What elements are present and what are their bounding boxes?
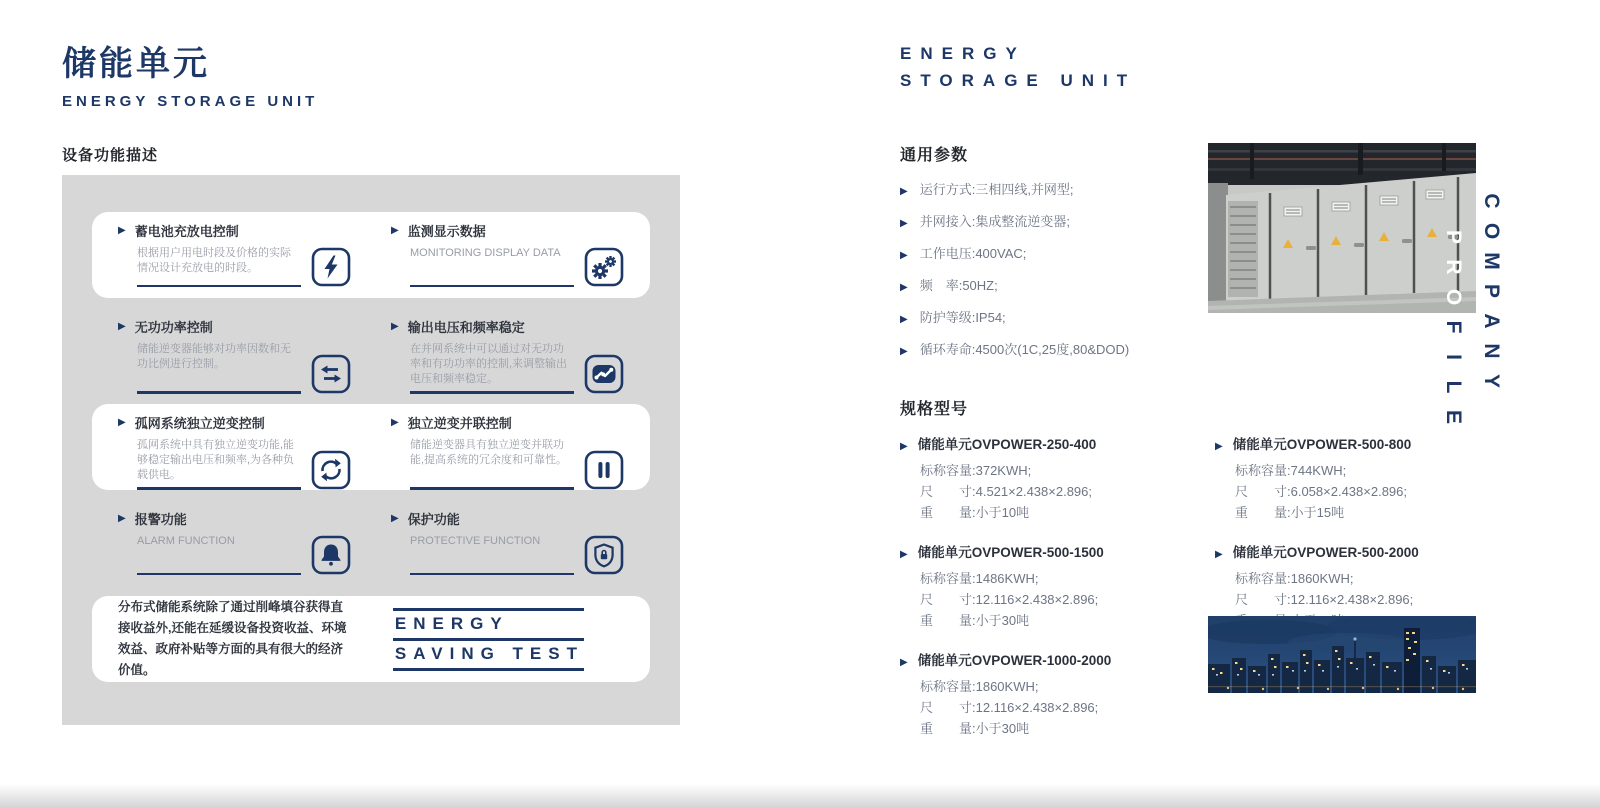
feature-card [118,509,351,575]
model-weight: 重 量:小于30吨 [920,613,1030,628]
feature-card [391,221,624,287]
bullet-triangle-icon: ▶ [900,282,908,293]
param-item [900,275,1220,294]
underline [137,573,301,576]
logo-line-2: SAVING TEST [393,641,584,671]
gears-icon [584,247,624,287]
model-block [900,649,1215,739]
general-parameters-section [900,142,1220,371]
feature-title: 输出电压和频率稳定 [407,320,525,335]
right-page-title [900,40,1136,94]
feature-title: 孤网系统独立逆变控制 [134,416,265,431]
energy-storage-containers-photo [1208,143,1476,313]
param-text: 循环寿命:4500次(1C,25度,80&DOD) [919,342,1130,357]
feature-desc: 在并网系统中可以通过对无功功率和有功功率的控制,来调整输出电压和频率稳定。 [410,343,568,385]
bullet-triangle-icon: ▶ [900,314,908,325]
bell-icon [311,535,351,575]
feature-row-2 [92,308,650,394]
model-name: 储能单元OVPOWER-250-400 [917,437,1097,452]
feature-desc: 储能逆变器具有独立逆变并联功能,提高系统的冗余度和可靠性。 [410,439,568,466]
bullet-triangle-icon: ▶ [391,512,399,524]
feature-row-1 [92,212,650,298]
feature-card [391,509,624,575]
left-title-block [62,36,318,110]
summary-text: 分布式储能系统除了通过削峰填谷获得直接收益外,还能在延缓设备投资收益、环境效益、政府补贴等方面的具有很大的经济价值。 [118,600,347,677]
underline [137,285,301,288]
bullet-triangle-icon: ▶ [900,657,908,668]
model-size: 尺 寸:12.116×2.438×2.896; [920,592,1099,607]
feature-desc: PROTECTIVE FUNCTION [410,535,541,547]
model-capacity: 标称容量:1860KWH; [1235,571,1354,586]
feature-row-3 [92,404,650,490]
feature-row-4 [92,500,650,586]
lightning-icon [311,247,351,287]
spec-models-section [900,396,1540,757]
models-header: 规格型号 [900,401,969,418]
page-title-cn: 储能单元 [62,45,210,83]
feature-card [118,413,351,490]
shield-lock-icon [584,535,624,575]
models-grid [900,433,1540,757]
model-name: 储能单元OVPOWER-500-800 [1232,437,1412,452]
bullet-triangle-icon: ▶ [900,549,908,560]
param-item [900,179,1220,198]
feature-title: 保护功能 [407,512,460,527]
page-bottom-shadow [0,784,1600,808]
model-name: 储能单元OVPOWER-1000-2000 [917,653,1112,668]
model-weight: 重 量:小于15吨 [1235,505,1345,520]
right-title-line-1: ENERGY [900,44,1026,63]
feature-desc: 孤网系统中具有独立逆变功能,能够稳定输出电压和频率,为各种负载供电。 [137,439,295,481]
underline [410,573,574,576]
underline [410,487,574,490]
feature-panel [62,175,680,725]
model-weight: 重 量:小于30吨 [920,721,1030,736]
city-skyline-night-photo [1208,616,1476,693]
param-text: 防护等级:IP54; [919,310,1006,325]
model-name: 储能单元OVPOWER-500-2000 [1232,545,1419,560]
feature-title: 无功功率控制 [134,320,213,335]
feature-title: 报警功能 [134,512,187,527]
model-block [900,433,1215,523]
bullet-triangle-icon: ▶ [900,346,908,357]
bullet-triangle-icon: ▶ [900,186,908,197]
pause-icon [584,450,624,490]
bullet-triangle-icon: ▶ [118,416,126,428]
model-block [1215,433,1530,523]
feature-desc: 储能逆变器能够对功率因数和无功比例进行控制。 [137,343,291,370]
bullet-triangle-icon: ▶ [900,218,908,229]
param-item [900,211,1220,230]
trend-chart-icon [584,354,624,394]
summary-card [92,596,650,682]
model-weight: 重 量:小于10吨 [920,505,1030,520]
underline [410,391,574,394]
params-header: 通用参数 [900,147,969,164]
feature-card [391,413,624,490]
model-size: 尺 寸:6.058×2.438×2.896; [1235,484,1408,499]
model-capacity: 标称容量:372KWH; [920,463,1032,478]
feature-desc: ALARM FUNCTION [137,535,235,547]
model-size: 尺 寸:12.116×2.438×2.896; [1235,592,1414,607]
bullet-triangle-icon: ▶ [118,320,126,332]
feature-title: 监测显示数据 [407,224,486,239]
model-capacity: 标称容量:744KWH; [1235,463,1347,478]
energy-saving-test-logo [393,608,584,671]
param-text: 频 率:50HZ; [919,278,998,293]
model-block [900,541,1215,631]
vertical-text-company: C O M P A N Y [1480,193,1503,388]
swap-arrows-icon [311,354,351,394]
bullet-triangle-icon: ▶ [900,441,908,452]
underline [410,285,574,288]
underline [137,487,301,490]
feature-desc: 根据用户用电时段及价格的实际情况设计充放电的时段。 [137,247,291,274]
vertical-text-profile: P R O F I L E [1442,229,1465,424]
bullet-triangle-icon: ▶ [1215,441,1223,452]
underline [137,391,301,394]
param-item [900,339,1220,358]
refresh-icon [311,450,351,490]
model-size: 尺 寸:4.521×2.438×2.896; [920,484,1093,499]
section-header-device-functions: 设备功能描述 [62,147,159,164]
feature-title: 蓄电池充放电控制 [134,224,239,239]
bullet-triangle-icon: ▶ [118,224,126,236]
feature-card [391,317,624,394]
feature-desc: MONITORING DISPLAY DATA [410,247,561,259]
param-item [900,243,1220,262]
model-capacity: 标称容量:1486KWH; [920,571,1039,586]
param-text: 工作电压:400VAC; [919,246,1027,261]
bullet-triangle-icon: ▶ [118,512,126,524]
feature-card [118,221,351,287]
bullet-triangle-icon: ▶ [391,224,399,236]
model-size: 尺 寸:12.116×2.438×2.896; [920,700,1099,715]
bullet-triangle-icon: ▶ [391,416,399,428]
bullet-triangle-icon: ▶ [391,320,399,332]
bullet-triangle-icon: ▶ [1215,549,1223,560]
bullet-triangle-icon: ▶ [900,250,908,261]
feature-card [118,317,351,394]
model-capacity: 标称容量:1860KWH; [920,679,1039,694]
page-title-en: ENERGY STORAGE UNIT [62,93,319,110]
feature-title: 独立逆变并联控制 [407,416,512,431]
param-item [900,307,1220,326]
right-title-line-2: STORAGE UNIT [900,71,1137,90]
logo-line-1: ENERGY [393,611,584,641]
param-text: 并网接入:集成整流逆变器; [919,214,1070,229]
model-name: 储能单元OVPOWER-500-1500 [917,545,1104,560]
param-text: 运行方式:三相四线,并网型; [919,182,1074,197]
